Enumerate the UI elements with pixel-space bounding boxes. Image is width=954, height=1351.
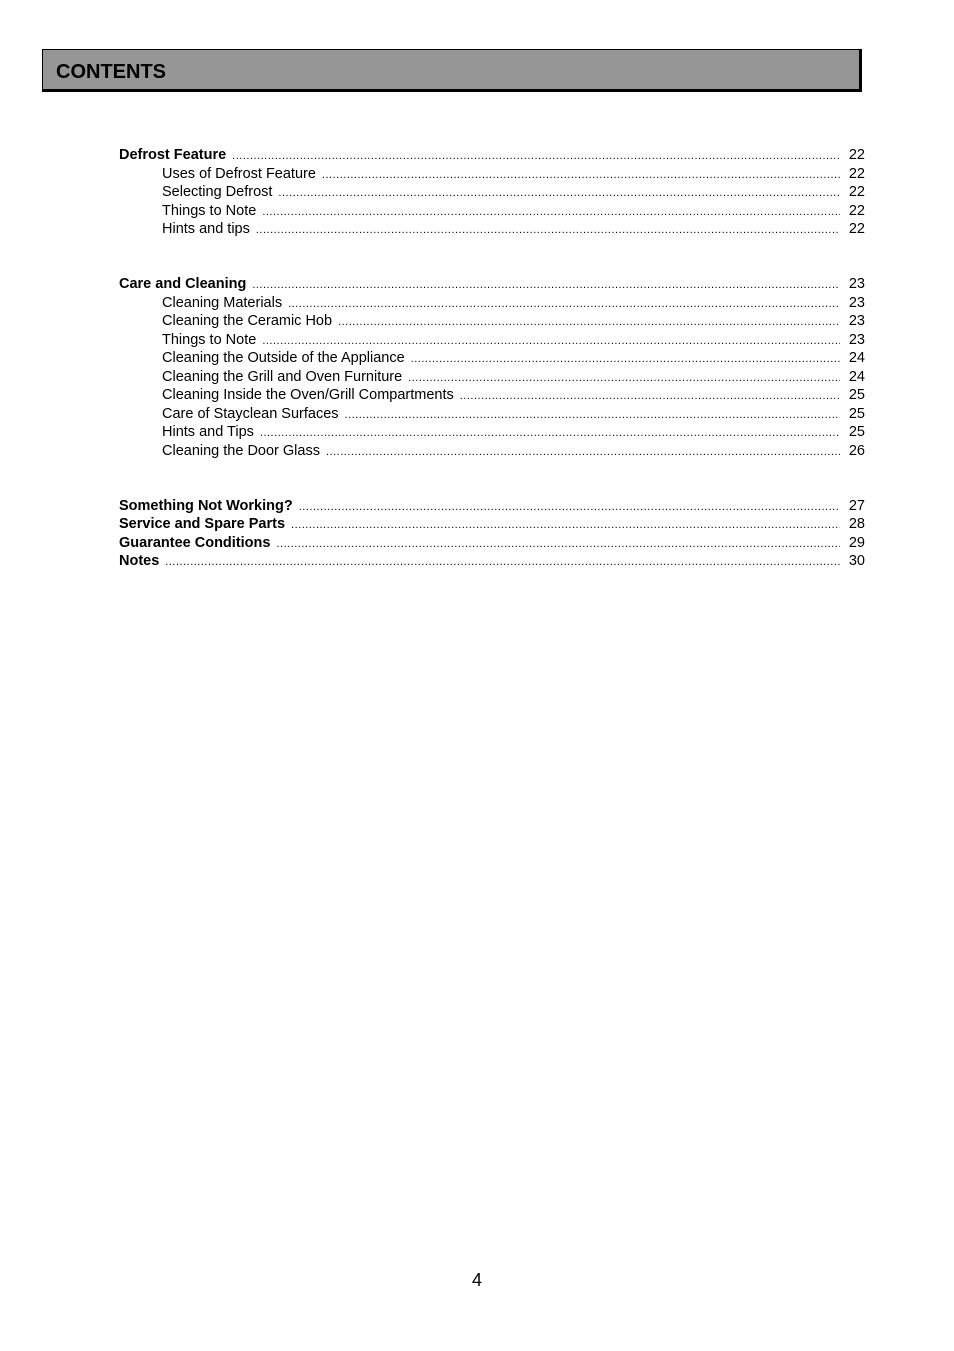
toc-section-care-and-cleaning (119, 275, 865, 460)
toc-entry-label: Cleaning the Door Glass (162, 442, 320, 459)
toc-entry-page: 30 (848, 553, 865, 569)
toc-entry-cleaning-the-outside[interactable] (119, 349, 865, 368)
dot-leader (408, 369, 840, 388)
page-number: 4 (471, 1270, 482, 1290)
toc-entry-cleaning-the-door-glass[interactable] (119, 442, 865, 461)
toc-entry-hints-and-tips-cleaning[interactable] (119, 423, 865, 442)
dot-leader (299, 498, 840, 517)
toc-entry-label: Things to Note (162, 331, 257, 348)
toc-entry-label: Cleaning the Grill and Oven Furniture (162, 368, 403, 385)
toc-entry-label: Notes (119, 553, 160, 569)
toc-entry-page: 22 (848, 202, 865, 219)
toc-entry-label: Defrost Feature (119, 147, 227, 163)
toc-entry-page: 24 (848, 368, 865, 385)
toc-entry-label: Cleaning the Ceramic Hob (162, 313, 333, 329)
dot-leader (276, 535, 840, 554)
dot-leader (345, 406, 840, 425)
dot-leader (232, 147, 840, 166)
toc-entry-something-not-working[interactable] (119, 497, 865, 516)
toc-entry-notes[interactable] (119, 552, 865, 571)
toc-entry-label: Cleaning the Outside of the Appliance (162, 350, 405, 366)
toc-entry-page: 25 (848, 405, 865, 422)
toc-entry-label: Service and Spare Parts (119, 516, 286, 532)
dot-leader (262, 332, 840, 351)
toc-entry-label: Hints and Tips (162, 424, 254, 440)
toc-entry-page: 22 (848, 221, 865, 237)
dot-leader (278, 184, 840, 203)
toc-entry-page: 26 (848, 442, 865, 459)
toc-entry-label: Hints and tips (162, 221, 250, 237)
dot-leader (322, 166, 840, 185)
toc-entry-defrost-feature[interactable] (119, 146, 865, 165)
dot-leader (165, 553, 840, 572)
dot-leader (260, 424, 840, 443)
toc-entry-guarantee-conditions[interactable] (119, 534, 865, 553)
dot-leader (326, 443, 840, 462)
toc-entry-label: Care of Stayclean Surfaces (162, 405, 339, 422)
toc-entry-page: 23 (848, 276, 865, 292)
toc-entry-page: 27 (848, 497, 865, 514)
table-of-contents (119, 146, 865, 571)
toc-entry-cleaning-the-ceramic-hob[interactable] (119, 312, 865, 331)
toc-entry-label: Cleaning Inside the Oven/Grill Compartments (162, 387, 454, 403)
toc-entry-page: 23 (848, 313, 865, 329)
toc-section-other (119, 497, 865, 571)
toc-entry-page: 22 (848, 165, 865, 182)
toc-entry-hints-and-tips-defrost[interactable] (119, 220, 865, 239)
dot-leader (262, 203, 840, 222)
toc-entry-label: Something Not Working? (119, 497, 293, 514)
dot-leader (291, 516, 840, 535)
toc-entry-things-to-note-defrost[interactable] (119, 202, 865, 221)
toc-entry-care-of-stayclean-surfaces[interactable] (119, 405, 865, 424)
toc-entry-page: 25 (848, 424, 865, 440)
dot-leader (411, 350, 840, 369)
toc-entry-page: 22 (848, 184, 865, 200)
toc-entry-label: Things to Note (162, 202, 257, 219)
toc-entry-cleaning-inside-compartments[interactable] (119, 386, 865, 405)
toc-entry-label: Cleaning Materials (162, 294, 283, 311)
toc-entry-things-to-note-cleaning[interactable] (119, 331, 865, 350)
dot-leader (460, 387, 840, 406)
page-title: CONTENTS (56, 61, 166, 83)
toc-entry-label: Selecting Defrost (162, 184, 273, 200)
toc-entry-selecting-defrost[interactable] (119, 183, 865, 202)
contents-header-bar (42, 49, 862, 92)
toc-entry-label: Care and Cleaning (119, 276, 247, 292)
toc-entry-page: 23 (848, 294, 865, 311)
toc-entry-cleaning-materials[interactable] (119, 294, 865, 313)
toc-entry-label: Guarantee Conditions (119, 534, 271, 551)
dot-leader (338, 313, 840, 332)
toc-entry-page: 29 (848, 534, 865, 551)
dot-leader (256, 221, 840, 240)
toc-entry-page: 28 (848, 516, 865, 532)
toc-entry-page: 23 (848, 331, 865, 348)
toc-entry-service-and-spare-parts[interactable] (119, 515, 865, 534)
toc-entry-care-and-cleaning[interactable] (119, 275, 865, 294)
toc-entry-page: 22 (848, 147, 865, 163)
dot-leader (252, 276, 840, 295)
dot-leader (288, 295, 840, 314)
toc-entry-label: Uses of Defrost Feature (162, 165, 316, 182)
toc-entry-cleaning-grill-and-oven-furniture[interactable] (119, 368, 865, 387)
toc-entry-uses-of-defrost-feature[interactable] (119, 165, 865, 184)
toc-entry-page: 24 (848, 350, 865, 366)
toc-section-defrost (119, 146, 865, 239)
toc-entry-page: 25 (848, 387, 865, 403)
